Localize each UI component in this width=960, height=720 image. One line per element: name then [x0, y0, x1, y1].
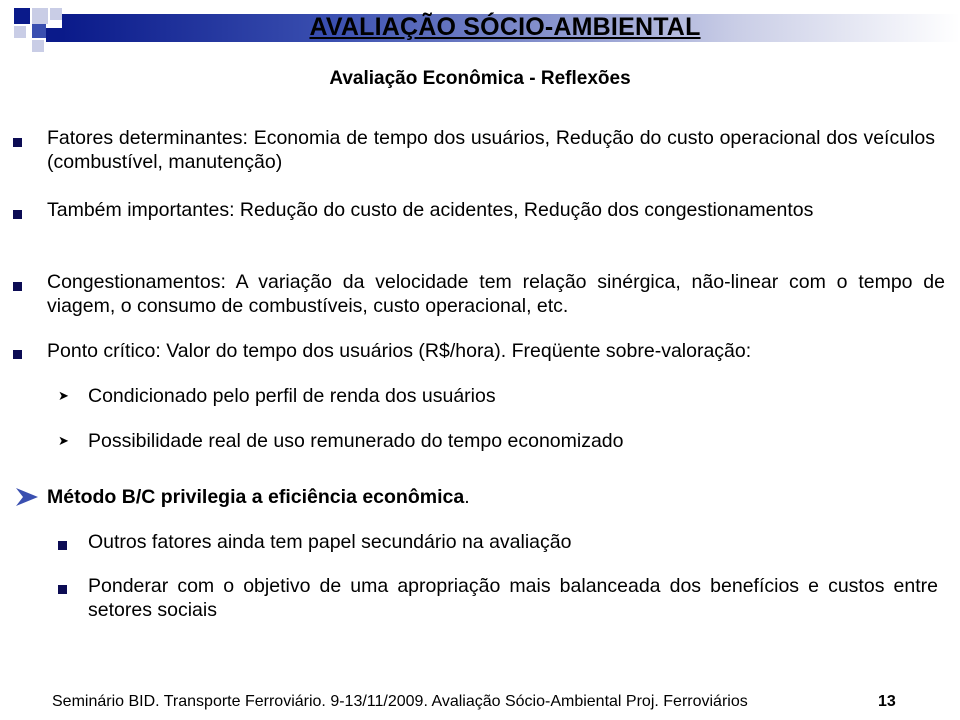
method-tail: . [464, 486, 470, 508]
method-bullet-item-1: Outros fatores ainda tem papel secundário na avaliação [88, 531, 572, 553]
footer-text: Seminário BID. Transporte Ferroviário. 9-13/11/2009. Avaliação Sócio-Ambiental Proj. Ferroviários [52, 693, 748, 710]
page-number: 13 [878, 693, 896, 710]
method-bullet-item-2: Ponderar com o objetivo de uma apropriação mais balanceada dos benefícios e custos entre setores sociais [88, 575, 938, 621]
bullet-item-2: Também importantes: Redução do custo de acidentes, Redução dos congestionamentos [47, 199, 814, 221]
bullet-square-icon [58, 541, 67, 550]
bullet-square-icon [13, 282, 22, 291]
bullet-square-icon [58, 585, 67, 594]
arrow-bullet-icon: ➤ [58, 388, 69, 403]
bullet-square-icon [13, 138, 22, 147]
arrow-bullet-icon: ➤ [58, 433, 69, 448]
method-bold-text: Método B/C privilegia a eficiência econômica [47, 486, 465, 508]
sub-bullet-item-2: Possibilidade real de uso remunerado do tempo economizado [88, 430, 624, 452]
method-statement [47, 485, 927, 509]
bullet-item-4: Ponto crítico: Valor do tempo dos usuários (R$/hora). Freqüente sobre-valoração: [47, 340, 752, 362]
sub-bullet-item-1: Condicionado pelo perfil de renda dos usuários [88, 385, 496, 407]
chevron-arrow-icon [14, 486, 40, 508]
bullet-item-1: Fatores determinantes: Economia de tempo dos usuários, Redução do custo operacional dos veículos (combustível, manutenção) [47, 127, 935, 173]
slide-title: AVALIAÇÃO SÓCIO-AMBIENTAL [309, 13, 701, 41]
bullet-item-3: Congestionamentos: A variação da velocidade tem relação sinérgica, não-linear com o tempo de viagem, o consumo de combustíveis, custo operacional, etc. [47, 271, 945, 317]
bullet-square-icon [13, 210, 22, 219]
bullet-square-icon [13, 350, 22, 359]
slide-subtitle: Avaliação Econômica - Reflexões [329, 68, 631, 89]
